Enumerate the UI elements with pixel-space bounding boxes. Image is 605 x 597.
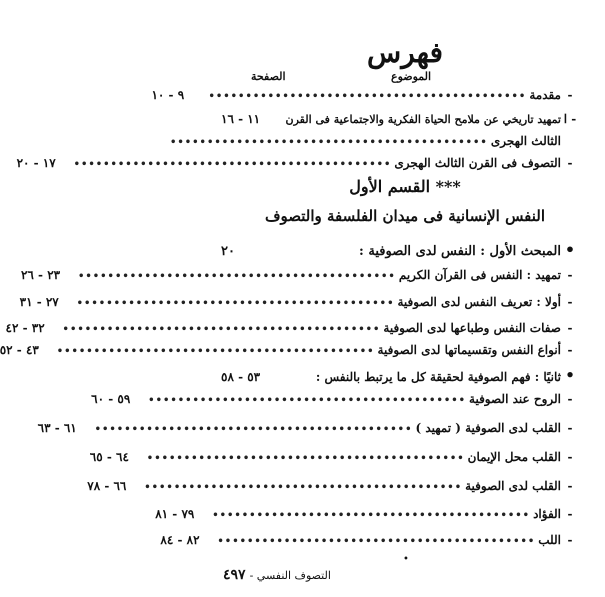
entry-marker: •: [564, 240, 576, 259]
entry-pages: ٦٤ - ٦٥: [89, 450, 129, 464]
entry-title: أنواع النفس وتقسيماتها لدى الصوفية: [377, 343, 561, 357]
toc-entry: [20, 268, 579, 282]
leader-dots: •••••••••••••••••••••••••••••••••••••••••••: [56, 346, 375, 357]
entry-marker: -: [567, 343, 573, 357]
entry-title: القلب محل الإيمان: [467, 450, 561, 464]
toc-entry-continuation: [169, 134, 579, 148]
toc-entry: [37, 421, 579, 435]
entry-pages: ٢٧ - ٣١: [19, 295, 59, 309]
entry-marker: - ا: [563, 112, 577, 126]
leader-dots: •••••••••••••••••••••••••••••••••••••••••••: [73, 159, 392, 170]
entry-title: الثالث الهجرى: [490, 134, 561, 148]
running-title: التصوف النفسي -: [249, 569, 331, 582]
leader-dots: •••••••••••••••••••••••••••••••••••••••••••: [169, 137, 488, 148]
page-ornament-dot: •: [403, 554, 409, 565]
entry-pages: ٦٦ - ٧٨: [87, 479, 127, 493]
entry-marker: -: [567, 479, 573, 493]
leader-dots: •••••••••••••••••••••••••••••••••••••••••••: [144, 482, 463, 493]
entry-marker: -: [567, 88, 573, 102]
entry-marker: -: [567, 321, 573, 335]
entry-title: اللب: [538, 533, 561, 547]
entry-marker: -: [567, 533, 573, 547]
entry-title: صفات النفس وطباعها لدى الصوفية: [383, 321, 561, 335]
entry-pages: ٢٣ - ٢٦: [20, 268, 61, 282]
entry-marker: -: [567, 507, 573, 521]
section-heading: *** القسم الأول: [349, 177, 461, 196]
entry-marker: -: [567, 156, 573, 170]
entry-pages: ١١ - ١٦: [221, 112, 261, 126]
entry-pages: ٥٣ - ٥٨: [221, 370, 261, 384]
entry-marker: -: [567, 450, 573, 464]
toc-entry: [160, 533, 579, 547]
entry-pages: ٣٢ - ٤٢: [5, 321, 45, 335]
entry-title: أولا : تعريف النفس لدى الصوفية: [397, 295, 561, 309]
toc-entry: [0, 343, 579, 357]
entry-marker: •: [565, 366, 575, 384]
entry-pages: ٧٩ - ٨١: [155, 507, 195, 521]
entry-pages: ٦١ - ٦٣: [37, 421, 77, 435]
section-subheading: النفس الإنسانية فى ميدان الفلسفة والتصوف: [264, 207, 546, 225]
entry-title: تمهيد تاريخي عن ملامح الحياة الفكرية والاجتماعية فى القرن: [285, 113, 561, 126]
entry-pages: ١٧ - ٢٠: [16, 156, 56, 170]
toc-entry: [16, 156, 579, 170]
entry-title: التصوف فى القرن الثالث الهجرى: [394, 156, 561, 170]
entry-title: القلب لدى الصوفية: [465, 479, 561, 493]
entry-pages: ٤٣ - ٥٢: [0, 343, 39, 357]
leader-dots: •••••••••••••••••••••••••••••••••••••••••••: [212, 510, 531, 521]
leader-dots: •••••••••••••••••••••••••••••••••••••••••••: [77, 271, 396, 282]
entry-marker: -: [567, 268, 573, 282]
leader-dots: •••••••••••••••••••••••••••••••••••••••••••: [62, 324, 381, 335]
entry-title: المبحث الأول : النفس لدى الصوفية :: [359, 244, 561, 259]
leader-dots: •••••••••••••••••••••••••••••••••••••••••••: [76, 298, 395, 309]
entry-title: مقدمة: [529, 88, 561, 102]
leader-dots: •••••••••••••••••••••••••••••••••••••••••••: [208, 91, 527, 102]
leader-dots: •••••••••••••••••••••••••••••••••••••••••••: [146, 453, 465, 464]
column-header-page: الصفحة: [251, 70, 286, 83]
toc-entry: [89, 450, 579, 464]
entry-pages: ٩ - ١٠: [151, 88, 185, 102]
toc-entry: [5, 321, 579, 335]
entry-marker: -: [567, 392, 573, 406]
entry-title: الفؤاد: [533, 507, 561, 521]
page-title: فهرس: [367, 36, 443, 69]
toc-entry: [91, 392, 579, 406]
toc-entry: [221, 366, 579, 384]
entry-marker: -: [567, 295, 573, 309]
leader-dots: •••••••••••••••••••••••••••••••••••••••••••: [148, 395, 467, 406]
column-header-topic: الموضوع: [391, 70, 432, 83]
leader-dots: •••••••••••••••••••••••••••••••••••••••••••: [217, 536, 536, 547]
page-footer: [223, 567, 331, 583]
entry-marker: -: [567, 421, 573, 435]
entry-pages: ٨٢ - ٨٤: [160, 533, 200, 547]
toc-entry: [155, 507, 579, 521]
entry-title: ثانيًا : فهم الصوفية لحقيقة كل ما يرتبط بالنفس :: [315, 370, 561, 384]
toc-entry: [221, 240, 579, 259]
toc-entry: [87, 479, 579, 493]
toc-entry: [151, 88, 579, 102]
entry-title: تمهيد : النفس فى القرآن الكريم: [398, 268, 561, 282]
leader-dots: •••••••••••••••••••••••••••••••••••••••••••: [94, 424, 413, 435]
entry-pages: ٥٩ - ٦٠: [91, 392, 131, 406]
entry-pages: ٢٠: [221, 244, 235, 259]
toc-entry: [221, 112, 579, 126]
entry-title: القلب لدى الصوفية ( تمهيد ): [415, 421, 561, 435]
toc-entry: [19, 295, 579, 309]
entry-title: الروح عند الصوفية: [469, 392, 561, 406]
page-number: ٤٩٧: [223, 567, 246, 583]
